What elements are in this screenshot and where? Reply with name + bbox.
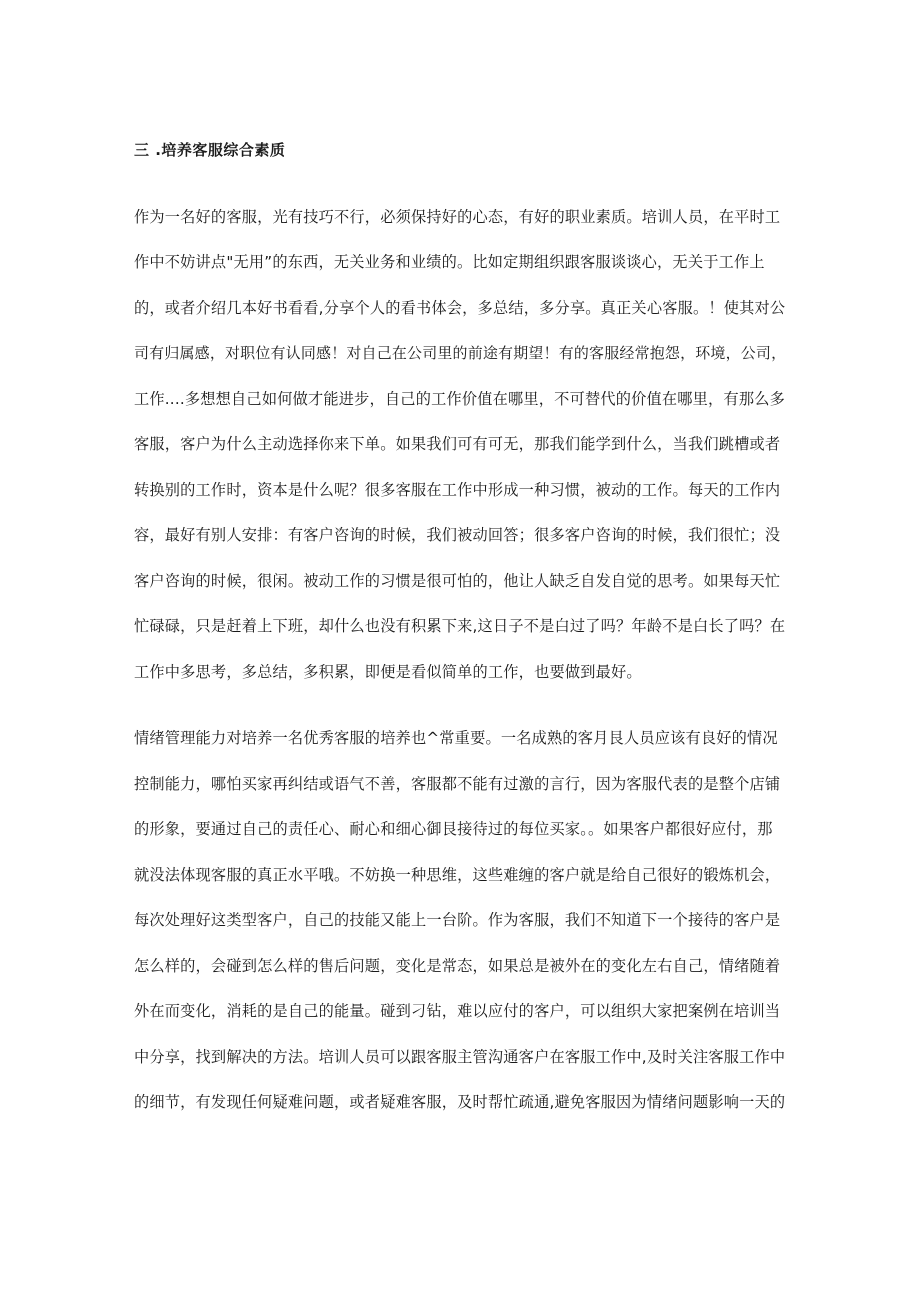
text-line: 客服，客户为什么主动选择你来下单。如果我们可有可无，那我们能学到什么，当我们跳槽或者 [134, 435, 781, 453]
text-line: 客户咨询的时候，很闲。被动工作的习惯是很可怕的，他让人缺乏自发自觉的思考。如果每天忙 [134, 572, 781, 590]
text-line: 外在而变化，消耗的是自己的能量。碰到刁钻，难以应付的客户，可以组织大家把案例在培训当 [134, 1002, 781, 1020]
section-heading: 三 .培养客服综合素质 [134, 141, 286, 159]
text-line: 控制能力，哪怕买家再纠结或语气不善，客服都不能有过激的言行，因为客服代表的是整个店铺 [134, 775, 781, 793]
text-line: 的，或者介绍几本好书看看,分享个人的看书体会，多总结，多分享。真正关心客服。！使其对公 [134, 299, 786, 317]
text-line: 的细节，有发现任何疑难问题，或者疑难客服，及时帮忙疏通,避免客服因为情绪问题影响一天的 [134, 1093, 786, 1111]
text-line: 情绪管理能力对培养一名优秀客服的培养也^常重要。一名成熟的客月艮人员应该有良好的情况 [134, 729, 778, 747]
text-line: 作为一名好的客服，光有技巧不行，必须保持好的心态，有好的职业素质。培训人员，在平时工 [134, 208, 781, 226]
text-line: 工作中多思考，多总结，多积累，即便是看似简单的工作，也要做到最好。 [134, 663, 642, 681]
text-line: 转换别的工作时，资本是什么呢？很多客服在工作中形成一种习惯，被动的工作。每天的工作内 [134, 481, 781, 499]
text-line: 容，最好有别人安排：有客户咨询的时候，我们被动回答；很多客户咨询的时候，我们很忙；没 [134, 526, 781, 544]
text-line: 中分享，找到解决的方法。培训人员可以跟客服主管沟通客户在客服工作中,及时关注客服工作中 [134, 1048, 786, 1066]
text-line: 的形象，要通过自己的责任心、耐心和细心御艮接待过的每位买家。。如果客户都很好应付，那 [134, 820, 773, 838]
text-line: 忙碌碌，只是赶着上下班，却什么也没有积累下来,这日子不是白过了吗？年龄不是白长了吗？在 [134, 617, 786, 635]
text-line: 每次处理好这类型客户，自己的技能又能上一台阶。作为客服，我们不知道下一个接待的客户是 [134, 911, 781, 929]
text-line: 怎么样的，会碰到怎么样的售后问题，变化是常态，如果总是被外在的变化左右自己，情绪随着 [134, 957, 781, 975]
text-line: 工作....多想想自己如何做才能进步，自己的工作价值在哪里，不可替代的价值在哪里，有那么多 [134, 390, 785, 408]
text-line: 司有归属感，对职位有认同感！对自己在公司里的前途有期望！有的客服经常抱怨，环境，公司， [134, 344, 787, 362]
text-line: 作中不妨讲点"无用”的东西，无关业务和业绩的。比如定期组织跟客服谈谈心，无关于工作上 [134, 253, 765, 271]
text-line: 就没法体现客服的真正水平哦。不妨换一种思维，这些难缠的客户就是给自己很好的锻炼机会， [134, 866, 781, 884]
